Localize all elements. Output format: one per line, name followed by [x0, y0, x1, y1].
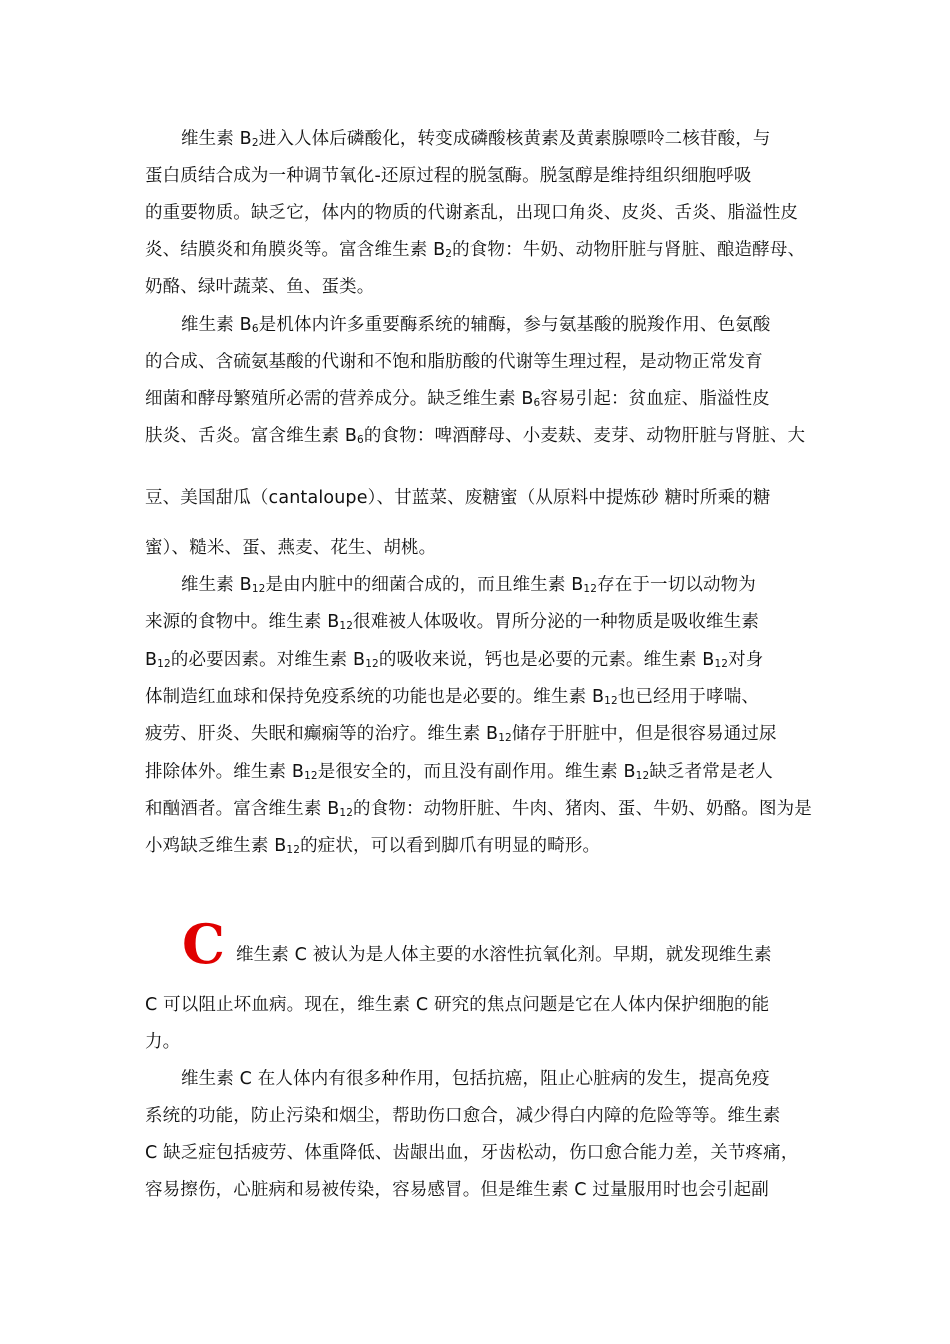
text-line: 维生素 $B_{12}$是由内脏中的细菌合成的，而且维生素 $B_{12}$存在于一切以动物为	[181, 575, 756, 595]
text-line: 炎、结膜炎和角膜炎等。富含维生素 $B_2$的食物：牛奶、动物肝脏与肾脏、酿造酵母、	[145, 240, 806, 260]
text-line: C 可以阻止坏血病。现在，维生素 C 研究的焦点问题是它在人体内保护细胞的能	[145, 995, 770, 1015]
text-line: 维生素 $B_2$进入人体后磷酸化，转变成磷酸核黄素及黄素腺嘌呤二核苷酸，与	[181, 129, 771, 149]
text-line: $B_{12}$的必要因素。对维生素 $B_{12}$的吸收来说，钙也是必要的元素。维生素 $B_{12}$对身	[145, 650, 764, 670]
text-line: 容易擦伤，心脏病和易被传染，容易感冒。但是维生素 C 过量服用时也会引起副	[145, 1180, 769, 1200]
text-line: 排除体外。维生素 $B_{12}$是很安全的，而且没有副作用。维生素 $B_{12}$缺乏者常是老人	[145, 762, 773, 782]
text-line: 维生素 $B_6$是机体内许多重要酶系统的辅酶，参与氨基酸的脱羧作用、色氨酸	[181, 315, 771, 335]
text-line: 奶酪、绿叶蔬菜、鱼、蛋类。	[145, 277, 375, 297]
text-line: 的合成、含硫氨基酸的代谢和不饱和脂肪酸的代谢等生理过程，是动物正常发育	[145, 352, 763, 372]
text-line: 的重要物质。缺乏它，体内的物质的代谢紊乱，出现口角炎、皮炎、舌炎、脂溢性皮	[145, 203, 799, 223]
text-line: 系统的功能，防止污染和烟尘，帮助伤口愈合，减少得白内障的危险等等。维生素	[145, 1106, 781, 1126]
text-line: 力。	[145, 1032, 181, 1052]
text-line: 体制造红血球和保持免疫系统的功能也是必要的。维生素 $B_{12}$也已经用于哮喘、	[145, 687, 759, 707]
text-line: 维生素 C 被认为是人体主要的水溶性抗氧化剂。早期，就发现维生素	[236, 945, 772, 965]
text-line: 来源的食物中。维生素 $B_{12}$很难被人体吸收。胃所分泌的一种物质是吸收维生素	[145, 612, 759, 632]
text-line: 和酗酒者。富含维生素 $B_{12}$的食物：动物肝脏、牛肉、猪肉、蛋、牛奶、奶酪。图为是	[145, 799, 812, 819]
text-line: 肤炎、舌炎。富含维生素 $B_6$的食物：啤酒酵母、小麦麸、麦芽、动物肝脏与肾脏、大	[145, 426, 806, 446]
text-line: C 缺乏症包括疲劳、体重降低、齿龈出血，牙齿松动，伤口愈合能力差，关节疼痛，	[145, 1143, 799, 1163]
text-line: 蜜）、糙米、蛋、燕麦、花生、胡桃。	[145, 538, 437, 558]
text-line: 豆、美国甜瓜（cantaloupe）、甘蓝菜、废糖蜜（从原料中提炼砂 糖时所乘的糖	[145, 488, 771, 508]
text-line: 细菌和酵母繁殖所必需的营养成分。缺乏维生素 $B_6$容易引起：贫血症、脂溢性皮	[145, 389, 770, 409]
text-line: 维生素 C 在人体内有很多种作用，包括抗癌，阻止心脏病的发生，提高免疫	[181, 1069, 770, 1089]
text-line: 小鸡缺乏维生素 $B_{12}$的症状，可以看到脚爪有明显的畸形。	[145, 836, 601, 856]
text-line: 疲劳、肝炎、失眠和癫痫等的治疗。维生素 $B_{12}$储存于肝脏中，但是很容易通过尿	[145, 724, 777, 744]
dropcap-letter: C	[182, 912, 225, 976]
text-line: 蛋白质结合成为一种调节氧化-还原过程的脱氢酶。脱氢醇是维持组织细胞呼吸	[145, 166, 752, 186]
